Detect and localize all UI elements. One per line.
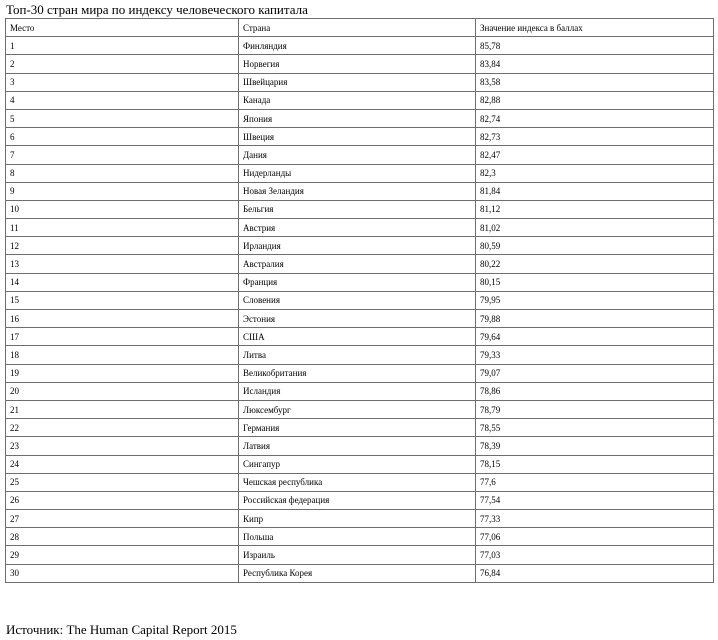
page-title: Топ-30 стран мира по индексу человеческого капитала — [6, 2, 308, 17]
column-header-country: Страна — [239, 19, 476, 37]
cell-index-value: 83,58 — [476, 73, 714, 91]
cell-rank: 15 — [6, 291, 239, 309]
cell-country: Польша — [239, 528, 476, 546]
table-row — [6, 37, 714, 55]
table-row — [6, 219, 714, 237]
source-note: Источник: The Human Capital Report 2015 — [6, 622, 237, 637]
cell-rank: 8 — [6, 164, 239, 182]
cell-country: Германия — [239, 419, 476, 437]
table-row — [6, 564, 714, 582]
cell-country: Ирландия — [239, 237, 476, 255]
cell-index-value: 78,15 — [476, 455, 714, 473]
cell-country: Республика Корея — [239, 564, 476, 582]
cell-index-value: 78,39 — [476, 437, 714, 455]
cell-country: Швеция — [239, 128, 476, 146]
cell-country: Литва — [239, 346, 476, 364]
cell-country: Дания — [239, 146, 476, 164]
table-row — [6, 73, 714, 91]
cell-rank: 25 — [6, 473, 239, 491]
cell-index-value: 85,78 — [476, 37, 714, 55]
table-row — [6, 400, 714, 418]
cell-index-value: 82,74 — [476, 109, 714, 127]
cell-country: Кипр — [239, 510, 476, 528]
table-row — [6, 55, 714, 73]
cell-index-value: 80,59 — [476, 237, 714, 255]
cell-country: Бельгия — [239, 200, 476, 218]
cell-country: Австралия — [239, 255, 476, 273]
cell-rank: 13 — [6, 255, 239, 273]
cell-country: Нидерланды — [239, 164, 476, 182]
cell-rank: 16 — [6, 310, 239, 328]
cell-index-value: 82,47 — [476, 146, 714, 164]
table-row — [6, 473, 714, 491]
cell-index-value: 77,06 — [476, 528, 714, 546]
cell-index-value: 79,95 — [476, 291, 714, 309]
cell-country: Эстония — [239, 310, 476, 328]
cell-rank: 29 — [6, 546, 239, 564]
cell-rank: 22 — [6, 419, 239, 437]
cell-country: Латвия — [239, 437, 476, 455]
cell-rank: 10 — [6, 200, 239, 218]
table-row — [6, 109, 714, 127]
cell-rank: 18 — [6, 346, 239, 364]
cell-country: Сингапур — [239, 455, 476, 473]
cell-rank: 30 — [6, 564, 239, 582]
table-row — [6, 328, 714, 346]
cell-index-value: 77,6 — [476, 473, 714, 491]
cell-index-value: 82,88 — [476, 91, 714, 109]
cell-index-value: 81,84 — [476, 182, 714, 200]
cell-country: Новая Зеландия — [239, 182, 476, 200]
cell-country: Швейцария — [239, 73, 476, 91]
cell-index-value: 78,79 — [476, 400, 714, 418]
cell-country: Великобритания — [239, 364, 476, 382]
table-row — [6, 491, 714, 509]
cell-rank: 9 — [6, 182, 239, 200]
cell-rank: 23 — [6, 437, 239, 455]
table-row — [6, 91, 714, 109]
cell-rank: 17 — [6, 328, 239, 346]
table-row — [6, 437, 714, 455]
cell-rank: 14 — [6, 273, 239, 291]
table-row — [6, 237, 714, 255]
cell-country: Франция — [239, 273, 476, 291]
cell-index-value: 81,02 — [476, 219, 714, 237]
cell-index-value: 78,86 — [476, 382, 714, 400]
cell-country: Люксембург — [239, 400, 476, 418]
cell-index-value: 79,88 — [476, 310, 714, 328]
table-row — [6, 346, 714, 364]
cell-country: Япония — [239, 109, 476, 127]
cell-index-value: 79,33 — [476, 346, 714, 364]
cell-index-value: 79,07 — [476, 364, 714, 382]
cell-rank: 3 — [6, 73, 239, 91]
cell-rank: 27 — [6, 510, 239, 528]
cell-index-value: 80,22 — [476, 255, 714, 273]
cell-index-value: 76,84 — [476, 564, 714, 582]
cell-country: Чешская республика — [239, 473, 476, 491]
table-body — [6, 37, 714, 583]
table-row — [6, 182, 714, 200]
cell-rank: 4 — [6, 91, 239, 109]
cell-country: Российская федерация — [239, 491, 476, 509]
cell-rank: 5 — [6, 109, 239, 127]
cell-rank: 11 — [6, 219, 239, 237]
table-header-row — [6, 19, 714, 37]
cell-rank: 2 — [6, 55, 239, 73]
cell-rank: 7 — [6, 146, 239, 164]
table-row — [6, 419, 714, 437]
cell-index-value: 77,33 — [476, 510, 714, 528]
table-row — [6, 255, 714, 273]
table-row — [6, 364, 714, 382]
cell-index-value: 81,12 — [476, 200, 714, 218]
table-row — [6, 128, 714, 146]
column-header-rank: Место — [6, 19, 239, 37]
cell-country: Норвегия — [239, 55, 476, 73]
cell-index-value: 77,54 — [476, 491, 714, 509]
cell-index-value: 82,3 — [476, 164, 714, 182]
table-row — [6, 510, 714, 528]
cell-rank: 12 — [6, 237, 239, 255]
cell-index-value: 83,84 — [476, 55, 714, 73]
cell-index-value: 82,73 — [476, 128, 714, 146]
table-row — [6, 546, 714, 564]
table-row — [6, 528, 714, 546]
column-header-index-value: Значение индекса в баллах — [476, 19, 714, 37]
table-row — [6, 146, 714, 164]
cell-index-value: 80,15 — [476, 273, 714, 291]
cell-rank: 26 — [6, 491, 239, 509]
cell-rank: 28 — [6, 528, 239, 546]
cell-index-value: 77,03 — [476, 546, 714, 564]
table-row — [6, 455, 714, 473]
cell-country: Словения — [239, 291, 476, 309]
cell-index-value: 78,55 — [476, 419, 714, 437]
cell-country: Австрия — [239, 219, 476, 237]
cell-country: Израиль — [239, 546, 476, 564]
table-row — [6, 200, 714, 218]
cell-country: Финляндия — [239, 37, 476, 55]
cell-country: США — [239, 328, 476, 346]
cell-rank: 21 — [6, 400, 239, 418]
cell-rank: 24 — [6, 455, 239, 473]
cell-country: Исландия — [239, 382, 476, 400]
cell-rank: 19 — [6, 364, 239, 382]
table-row — [6, 164, 714, 182]
cell-index-value: 79,64 — [476, 328, 714, 346]
ranking-table — [5, 18, 714, 583]
table-row — [6, 291, 714, 309]
cell-rank: 20 — [6, 382, 239, 400]
cell-country: Канада — [239, 91, 476, 109]
table-row — [6, 273, 714, 291]
cell-rank: 1 — [6, 37, 239, 55]
cell-rank: 6 — [6, 128, 239, 146]
table-row — [6, 310, 714, 328]
table-row — [6, 382, 714, 400]
